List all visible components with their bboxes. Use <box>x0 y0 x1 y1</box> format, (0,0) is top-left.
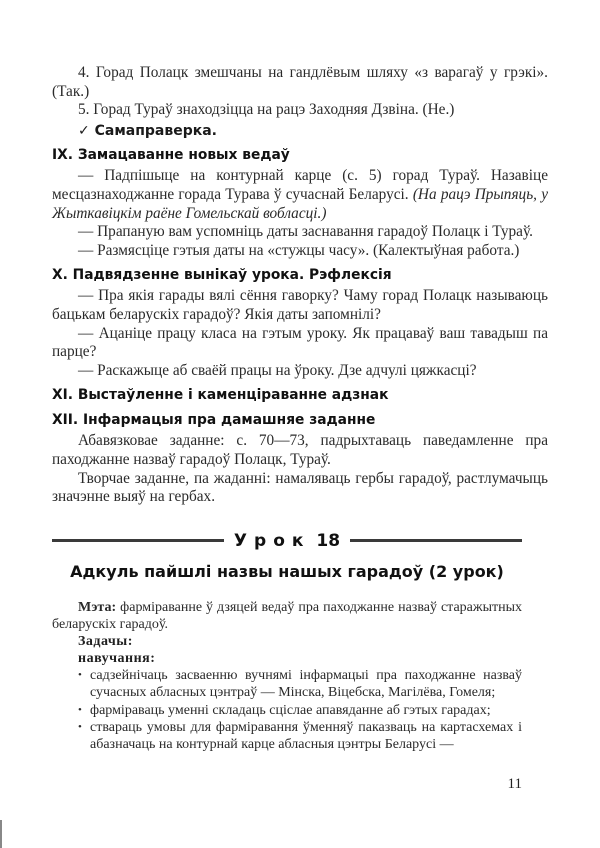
section-xii-heading: XII. Інфармацыя пра дамашняе заданне <box>52 412 376 429</box>
header-rule-right <box>350 539 522 542</box>
list-item: • ствараць умовы для фарміравання ўменняў паказваць на картасхемах і абазначаць на контурнай карце абласныя цэнтры Беларусі — <box>78 719 522 753</box>
page-number: 11 <box>507 776 522 793</box>
teaching-tasks-list <box>52 667 522 753</box>
section-xii-paragraph-2: Творчае заданне, па жаданні: намаляваць гербы гарадоў, растлумачыць значэнне выяў на гербах. <box>52 469 548 506</box>
section-x-paragraph-2: — Ацаніце працу класа на гэтым уроку. Як працаваў ваш тавадыш па парце? <box>52 324 548 361</box>
section-ix-paragraph-2: — Прапаную вам успомніць даты заснавання гарадоў Полацк і Тураў. <box>78 223 533 241</box>
lesson-number-title <box>224 530 350 552</box>
lesson-title: Адкуль пайшлі назвы нашых гарадоў (2 урок) <box>70 561 504 581</box>
item-5: 5. Горад Тураў знаходзіцца на рацэ Заходняя Дзвіна. (Не.) <box>78 101 455 119</box>
section-xi-heading: XI. Выстаўленне і каменціраванне адзнак <box>52 387 389 404</box>
item-4: 4. Горад Полацк змешчаны на гандлёвым шляху «з варагаў у грэкі». (Так.) <box>52 64 548 100</box>
tasks-label: Задачы: <box>78 634 133 650</box>
teaching-label: навучання: <box>78 651 156 667</box>
section-x-paragraph-3: — Раскажыце аб сваёй працы на ўроку. Дзе адчулі цяжкасці? <box>78 361 477 379</box>
section-ix-paragraph-1 <box>52 167 548 223</box>
header-rule-left <box>52 539 224 542</box>
lesson-label: Урок <box>233 530 311 551</box>
self-check: ✓ Самаправерка. <box>78 122 218 139</box>
lesson-goals <box>52 599 522 753</box>
list-item: • садзейнічаць засваенню вучнямі інфармацыі пра паходжанне назваў сучасных абласных цэнтраў — Мінска, Віцебска, Магілёва, Гомеля; <box>78 667 522 701</box>
list-item: • фарміраваць уменні складаць сціслае апавяданне аб гэтых гарадах; <box>78 702 522 719</box>
section-xii-paragraph-1: Абавязковае заданне: с. 70—73, падрыхтаваць паведамленне пра паходжанне назваў гарадоў Полацк, Тураў. <box>52 432 548 468</box>
section-ix-p1-answer: (На рацэ Прыпяць, у Жыткавіцкім раёне Гомельскай вобласці.) <box>52 185 548 222</box>
goal-paragraph <box>52 599 522 633</box>
lesson-header <box>52 529 522 553</box>
section-ix-heading: IX. Замацаванне новых ведаў <box>52 147 290 164</box>
section-x-heading: X. Падвядзенне вынікаў урока. Рэфлексія <box>52 267 392 284</box>
scan-edge-mark <box>0 820 2 848</box>
section-x-paragraph-1: — Пра якія гарады вялі сёння гаворку? Чаму горад Полацк называюць бацькам беларускіх гарадоў? Якія даты запомнілі? <box>52 287 548 323</box>
section-ix-paragraph-3: — Размясціце гэтыя даты на «стужцы часу». (Калектыўная работа.) <box>78 241 520 259</box>
goal-label: Мэта: <box>78 599 117 615</box>
goal-text: фарміраванне ў дзяцей ведаў пра паходжанне назваў старажытных беларускіх гарадоў. <box>52 599 522 632</box>
section-ix-p1-text: — Падпішыце на контурнай карце (с. 5) горад Тураў. Назавіце месцазнаходжанне горада Турава ў сучаснай Беларусі. <box>52 167 548 203</box>
lesson-number: 18 <box>316 530 341 551</box>
